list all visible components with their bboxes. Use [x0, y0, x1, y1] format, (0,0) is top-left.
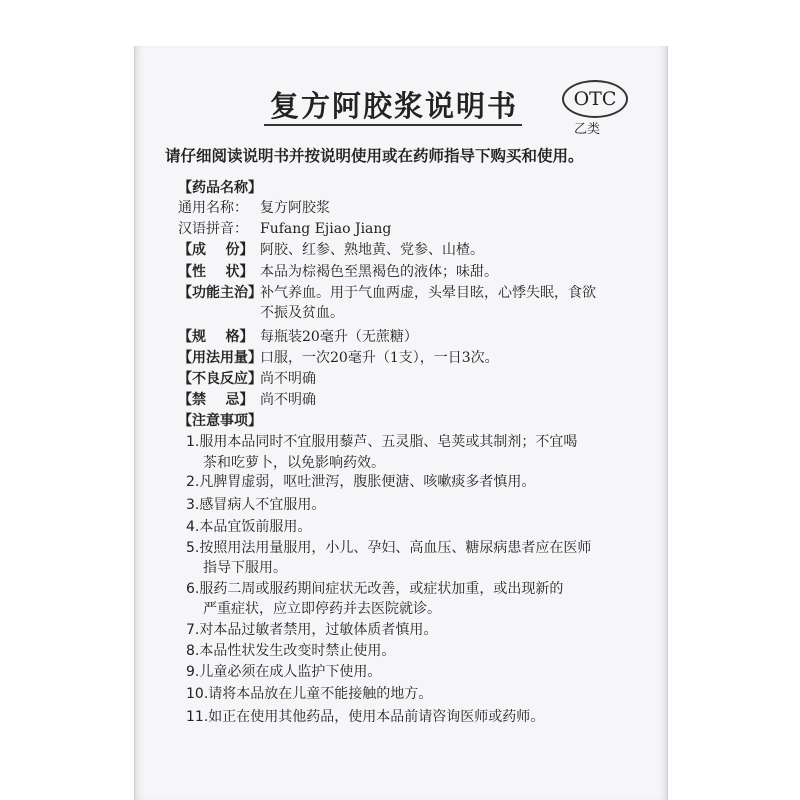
- indications-line1: 补气养血。用于气血两虚，头晕目眩，心悸失眠，食欲: [260, 285, 596, 301]
- pinyin-label: 汉语拼音：: [178, 221, 248, 237]
- adverse-row: [178, 368, 316, 388]
- precaution-item-4: 4.本品宜饭前服用。: [186, 519, 312, 535]
- indications-label: 【功能主治】: [178, 285, 262, 301]
- adverse-value: 尚不明确: [260, 371, 316, 387]
- otc-badge: [562, 80, 628, 118]
- ingredients-value: 阿胶、红参、熟地黄、党参、山楂。: [260, 242, 484, 258]
- specification-label: 【规 格】: [178, 329, 254, 345]
- precaution-item-5-cont: 指导下服用。: [203, 560, 287, 576]
- precaution-item-9: 9.儿童必须在成人监护下使用。: [186, 664, 382, 680]
- contraindications-value: 尚不明确: [260, 392, 316, 408]
- drug-name-header: 【药品名称】: [178, 180, 262, 196]
- otc-badge-text: OTC: [573, 88, 617, 110]
- contraindications-row: [178, 389, 316, 409]
- precaution-item-5: 5.按照用法用量服用，小儿、孕妇、高血压、糖尿病患者应在医师: [186, 540, 592, 556]
- generic-name-label: 通用名称：: [178, 200, 248, 216]
- ingredients-row: [178, 239, 484, 259]
- precaution-item-6-cont: 严重症状，应立即停药并去医院就诊。: [203, 601, 441, 617]
- title-row: [270, 84, 518, 125]
- precaution-item-3: 3.感冒病人不宜服用。: [186, 497, 326, 513]
- adverse-label: 【不良反应】: [178, 371, 262, 387]
- generic-name-value: 复方阿胶浆: [260, 200, 330, 216]
- page-title: 复方阿胶浆说明书: [270, 89, 519, 123]
- precaution-item-10: 10.请将本品放在儿童不能接触的地方。: [186, 686, 433, 702]
- generic-name-row: [178, 197, 330, 217]
- specification-value: 每瓶装20毫升（无蔗糖）: [260, 329, 418, 345]
- precaution-item-1: 1.服用本品同时不宜服用藜芦、五灵脂、皂荚或其制剂；不宜喝: [186, 434, 578, 450]
- precaution-item-6: 6.服药二周或服药期间症状无改善，或症状加重，或出现新的: [186, 581, 564, 597]
- precaution-item-11: 11.如正在使用其他药品，使用本品前请咨询医师或药师。: [186, 709, 545, 725]
- specification-row: [178, 326, 418, 346]
- reading-advice: 请仔细阅读说明书并按说明使用或在药师指导下购买和使用。: [165, 147, 584, 165]
- precaution-item-8: 8.本品性状发生改变时禁止使用。: [186, 643, 396, 659]
- precaution-item-1-cont: 茶和吃萝卜，以免影响药效。: [203, 455, 385, 471]
- title-underline: [264, 124, 522, 126]
- precaution-item-7: 7.对本品过敏者禁用，过敏体质者慎用。: [186, 622, 438, 638]
- precaution-item-2: 2.凡脾胃虚弱，呕吐泄泻，腹胀便溏、咳嗽痰多者慎用。: [186, 474, 536, 490]
- pinyin-row: [178, 218, 391, 238]
- precautions-header: 【注意事项】: [178, 413, 262, 429]
- dosage-value: 口服，一次20毫升（1支），一日3次。: [260, 350, 499, 366]
- indications-row: [178, 282, 596, 302]
- character-value: 本品为棕褐色至黑褐色的液体；味甜。: [260, 264, 498, 280]
- dosage-label: 【用法用量】: [178, 350, 262, 366]
- character-label: 【性 状】: [178, 264, 254, 280]
- character-row: [178, 261, 498, 281]
- ingredients-label: 【成 份】: [178, 242, 254, 258]
- indications-line2: 不振及贫血。: [260, 305, 344, 321]
- pinyin-value: Fufang Ejiao Jiang: [260, 221, 392, 237]
- dosage-row: [178, 347, 499, 367]
- contraindications-label: 【禁 忌】: [178, 392, 254, 408]
- otc-category: 乙类: [574, 122, 601, 137]
